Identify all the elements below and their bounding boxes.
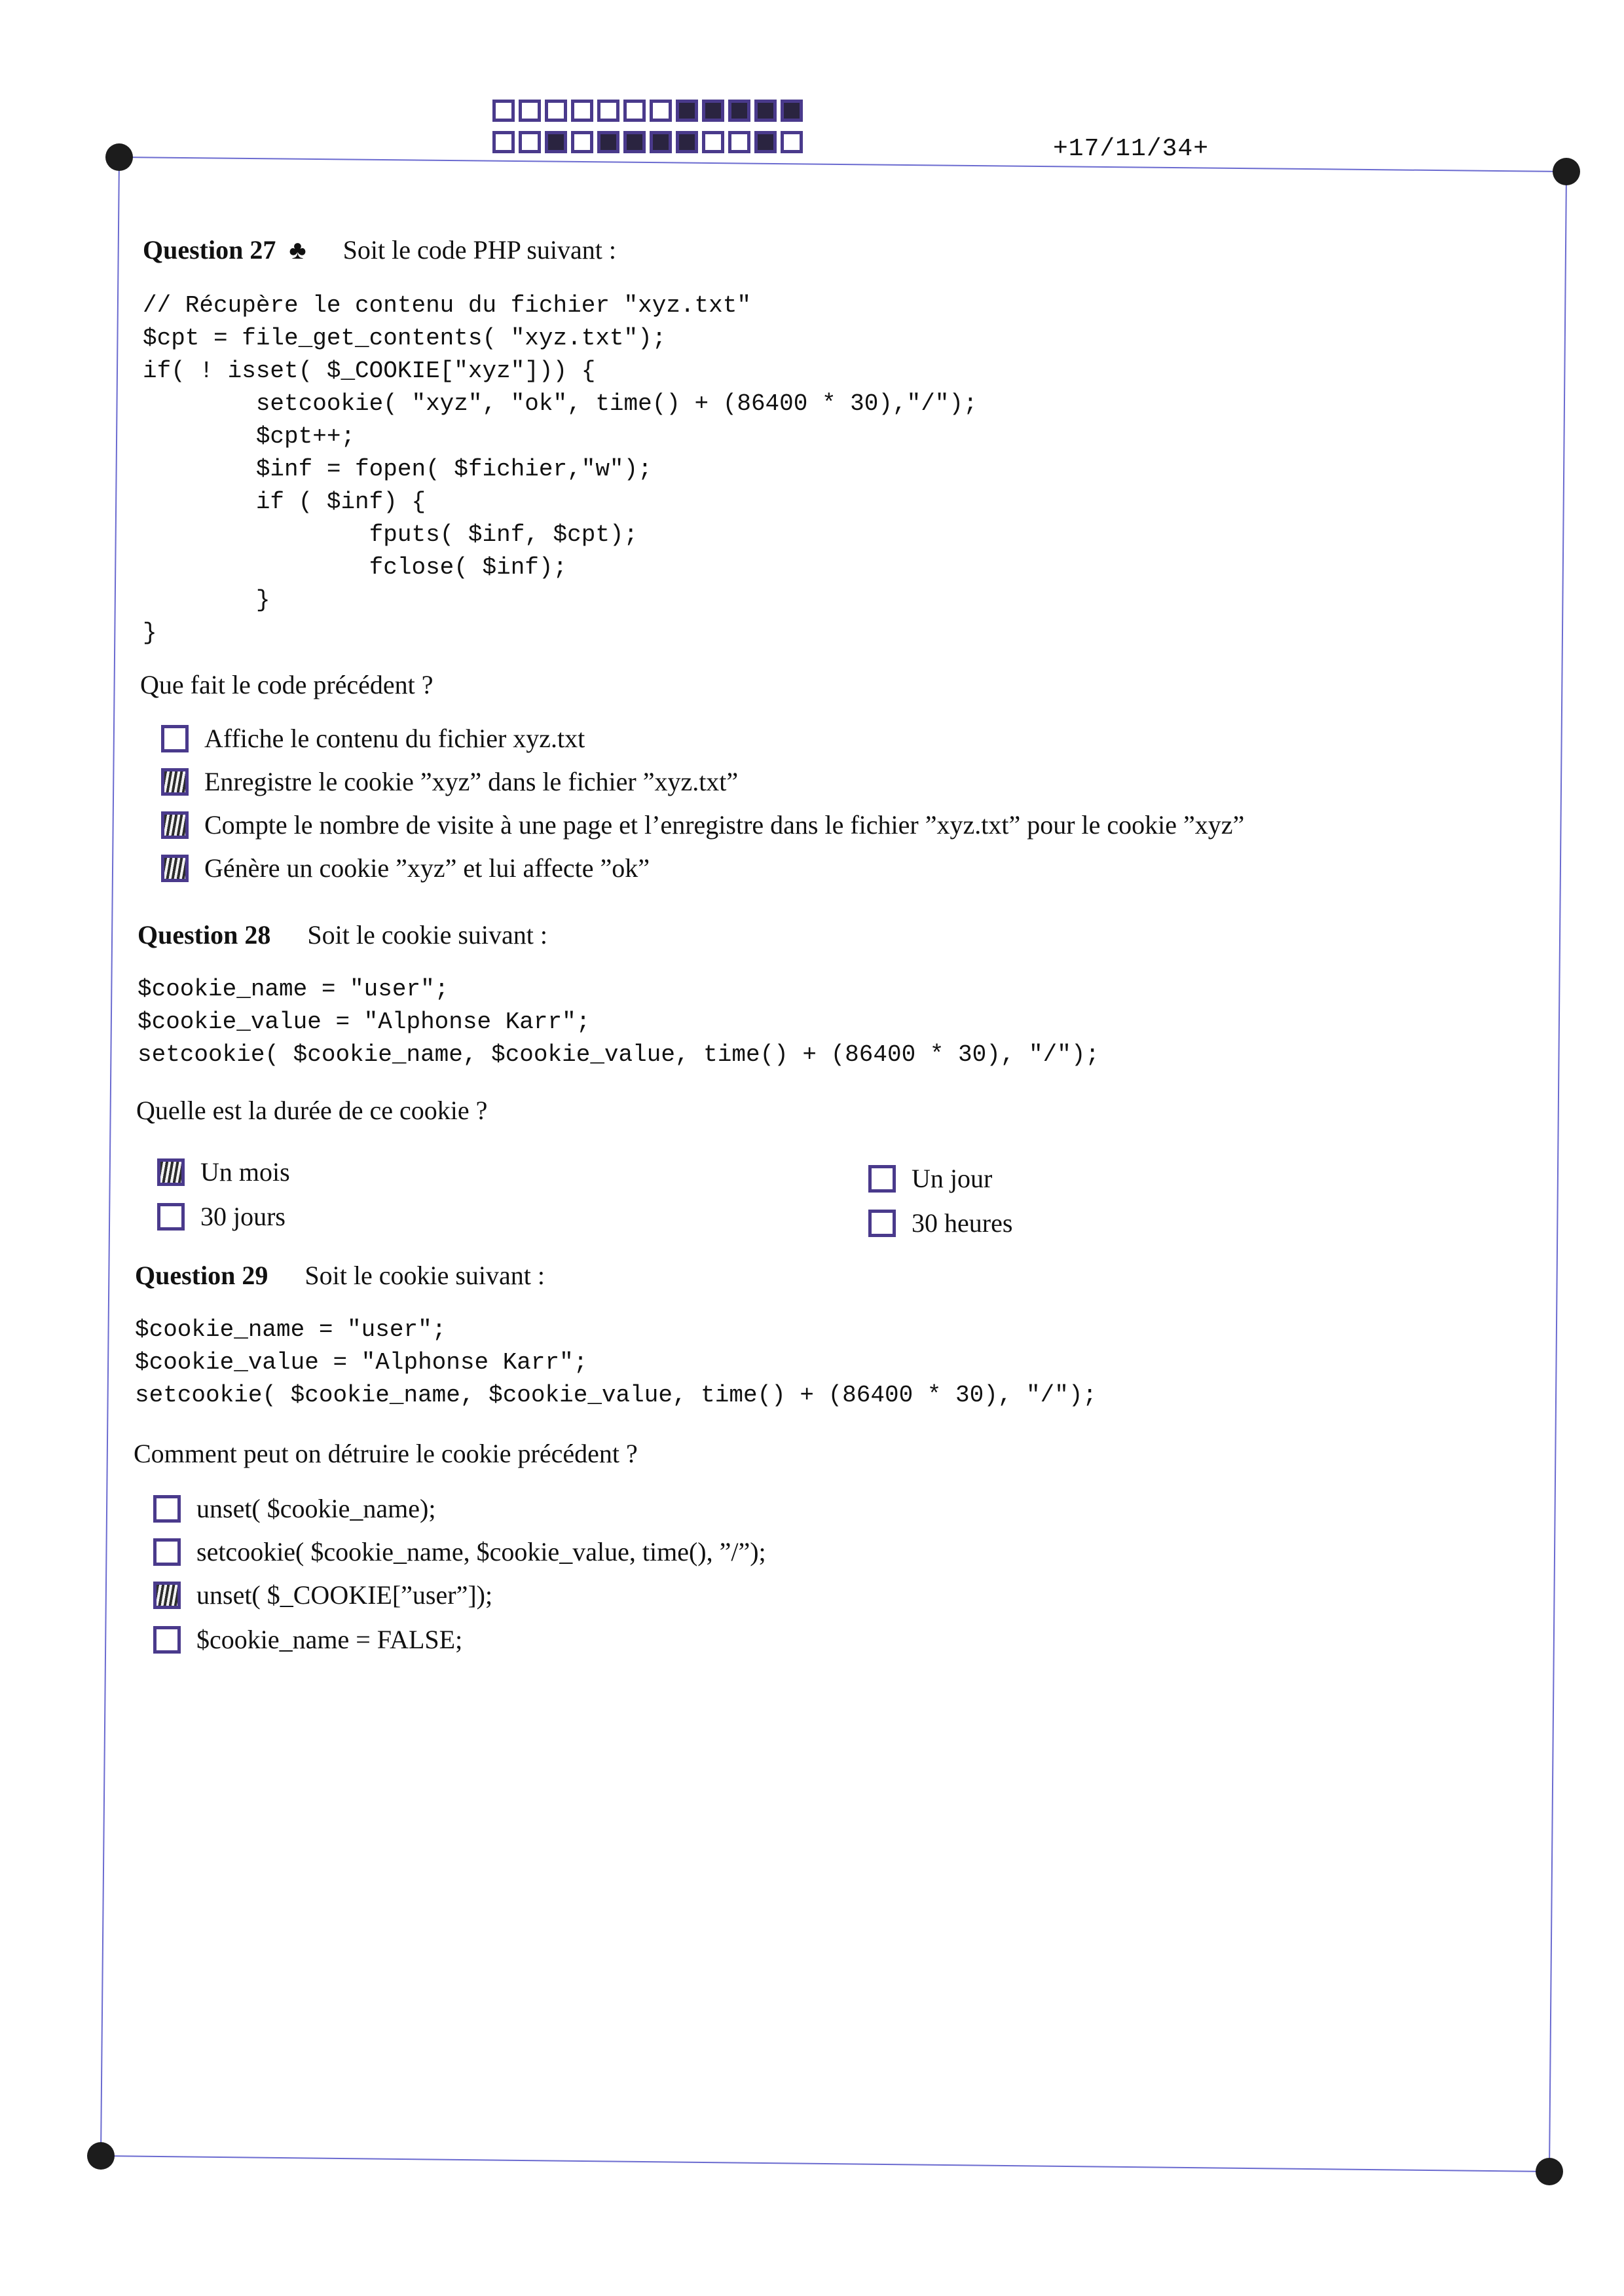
- checkbox[interactable]: [868, 1210, 896, 1237]
- answer-option-label: Génère un cookie ”xyz” et lui affecte ”ok”: [204, 853, 650, 883]
- checkbox[interactable]: [157, 1203, 185, 1231]
- question-29-label: Question 29: [135, 1261, 268, 1290]
- barcode-cell: [492, 100, 515, 122]
- barcode-cell: [702, 100, 724, 122]
- barcode-row-2: [492, 131, 803, 153]
- answer-option[interactable]: [153, 1580, 492, 1610]
- answer-option[interactable]: [153, 1536, 766, 1567]
- barcode-cell: [781, 100, 803, 122]
- barcode-cell: [650, 131, 672, 153]
- club-icon: ♣: [289, 235, 306, 265]
- checkbox[interactable]: [153, 1538, 181, 1566]
- corner-mark-top-left: [105, 143, 133, 171]
- barcode-cell: [597, 131, 619, 153]
- code-line: fclose( $inf);: [143, 554, 568, 581]
- answer-option[interactable]: [161, 723, 585, 754]
- code-line: if( ! isset( $_COOKIE["xyz"])) {: [143, 358, 596, 384]
- checkbox[interactable]: [868, 1165, 896, 1193]
- barcode-cell: [676, 131, 698, 153]
- barcode-cell: [754, 131, 777, 153]
- barcode-cell: [545, 131, 567, 153]
- code-line: $cookie_name = "user";: [138, 976, 449, 1003]
- question-29-code: [135, 1314, 1097, 1412]
- question-29-prompt: Comment peut on détruire le cookie précédent ?: [134, 1439, 638, 1468]
- checked-checkbox[interactable]: [153, 1582, 181, 1609]
- answer-option[interactable]: [157, 1157, 290, 1187]
- question-27-code: [143, 289, 978, 650]
- answer-option[interactable]: [868, 1208, 1012, 1238]
- barcode-cell: [597, 100, 619, 122]
- question-28-code: [138, 973, 1099, 1071]
- barcode-cell: [519, 100, 541, 122]
- answer-option-label: unset( $_COOKIE[”user”]);: [196, 1580, 493, 1610]
- checkbox[interactable]: [161, 725, 189, 752]
- answer-option-label: Un mois: [200, 1157, 290, 1187]
- code-line: $cpt = file_get_contents( "xyz.txt");: [143, 325, 667, 352]
- code-line: // Récupère le contenu du fichier "xyz.txt": [143, 292, 751, 319]
- answer-option-label: setcookie( $cookie_name, $cookie_value, time(), ”/”);: [196, 1537, 766, 1566]
- code-line: $cookie_value = "Alphonse Karr";: [138, 1009, 591, 1035]
- code-line: }: [143, 620, 157, 646]
- code-line: setcookie( $cookie_name, $cookie_value, time() + (86400 * 30), "/");: [138, 1041, 1100, 1068]
- corner-mark-top-right: [1553, 158, 1580, 185]
- barcode-cell: [754, 100, 777, 122]
- barcode-cell: [571, 100, 593, 122]
- code-line: }: [143, 587, 270, 614]
- barcode-cell: [492, 131, 515, 153]
- barcode-cell: [623, 100, 646, 122]
- checked-checkbox[interactable]: [161, 768, 189, 796]
- question-29-header: [135, 1260, 545, 1291]
- barcode-cell: [623, 131, 646, 153]
- corner-mark-bottom-right: [1536, 2158, 1563, 2185]
- answer-option-label: $cookie_name = FALSE;: [196, 1625, 463, 1654]
- corner-mark-bottom-left: [87, 2142, 115, 2170]
- answer-option-label: Enregistre le cookie ”xyz” dans le fichier ”xyz.txt”: [204, 767, 739, 796]
- barcode-cell: [728, 100, 750, 122]
- checked-checkbox[interactable]: [161, 855, 189, 882]
- question-27-prompt: Que fait le code précédent ?: [140, 670, 434, 699]
- answer-option-label: Un jour: [912, 1164, 993, 1193]
- barcode-cell: [650, 100, 672, 122]
- code-line: setcookie( "xyz", "ok", time() + (86400 * 30),"/");: [143, 390, 978, 417]
- answer-option[interactable]: [153, 1493, 435, 1524]
- barcode-cell: [571, 131, 593, 153]
- barcode-cell: [545, 100, 567, 122]
- question-28-prompt: Quelle est la durée de ce cookie ?: [136, 1096, 488, 1125]
- barcode-cell: [676, 100, 698, 122]
- question-27-intro: Soit le code PHP suivant :: [342, 235, 617, 265]
- answer-option-label: unset( $cookie_name);: [196, 1494, 436, 1523]
- code-line: if ( $inf) {: [143, 489, 426, 515]
- checkbox[interactable]: [153, 1626, 181, 1654]
- barcode-cell: [728, 131, 750, 153]
- answer-option[interactable]: [161, 766, 738, 797]
- code-line: $cookie_value = "Alphonse Karr";: [135, 1349, 588, 1376]
- page-code: +17/11/34+: [1053, 135, 1209, 163]
- answer-option-label: 30 jours: [200, 1202, 286, 1231]
- answer-option[interactable]: [868, 1163, 992, 1194]
- question-27-label: Question 27: [143, 235, 276, 265]
- answer-option[interactable]: [161, 853, 650, 883]
- code-line: fputs( $inf, $cpt);: [143, 521, 638, 548]
- checkbox[interactable]: [153, 1495, 181, 1523]
- question-28-intro: Soit le cookie suivant :: [307, 920, 547, 950]
- answer-option-label: 30 heures: [912, 1208, 1013, 1238]
- question-27-header: [143, 234, 616, 265]
- question-28-label: Question 28: [138, 920, 271, 950]
- barcode-cell: [781, 131, 803, 153]
- code-line: $inf = fopen( $fichier,"w");: [143, 456, 652, 483]
- barcode-cell: [519, 131, 541, 153]
- question-28-header: [138, 919, 547, 950]
- code-line: setcookie( $cookie_name, $cookie_value, time() + (86400 * 30), "/");: [135, 1382, 1098, 1409]
- code-line: $cpt++;: [143, 423, 356, 450]
- question-29-intro: Soit le cookie suivant :: [304, 1261, 545, 1290]
- checked-checkbox[interactable]: [161, 811, 189, 839]
- answer-option-label: Affiche le contenu du fichier xyz.txt: [204, 724, 585, 753]
- code-line: $cookie_name = "user";: [135, 1316, 447, 1343]
- barcode-row-1: [492, 100, 803, 122]
- barcode-cell: [702, 131, 724, 153]
- answer-option-label: Compte le nombre de visite à une page et l’enregistre dans le fichier ”xyz.txt” pour le cookie ”xyz”: [204, 810, 1245, 840]
- checked-checkbox[interactable]: [157, 1158, 185, 1186]
- answer-option[interactable]: [153, 1624, 462, 1655]
- answer-option[interactable]: [157, 1201, 286, 1232]
- answer-option[interactable]: [161, 809, 1244, 840]
